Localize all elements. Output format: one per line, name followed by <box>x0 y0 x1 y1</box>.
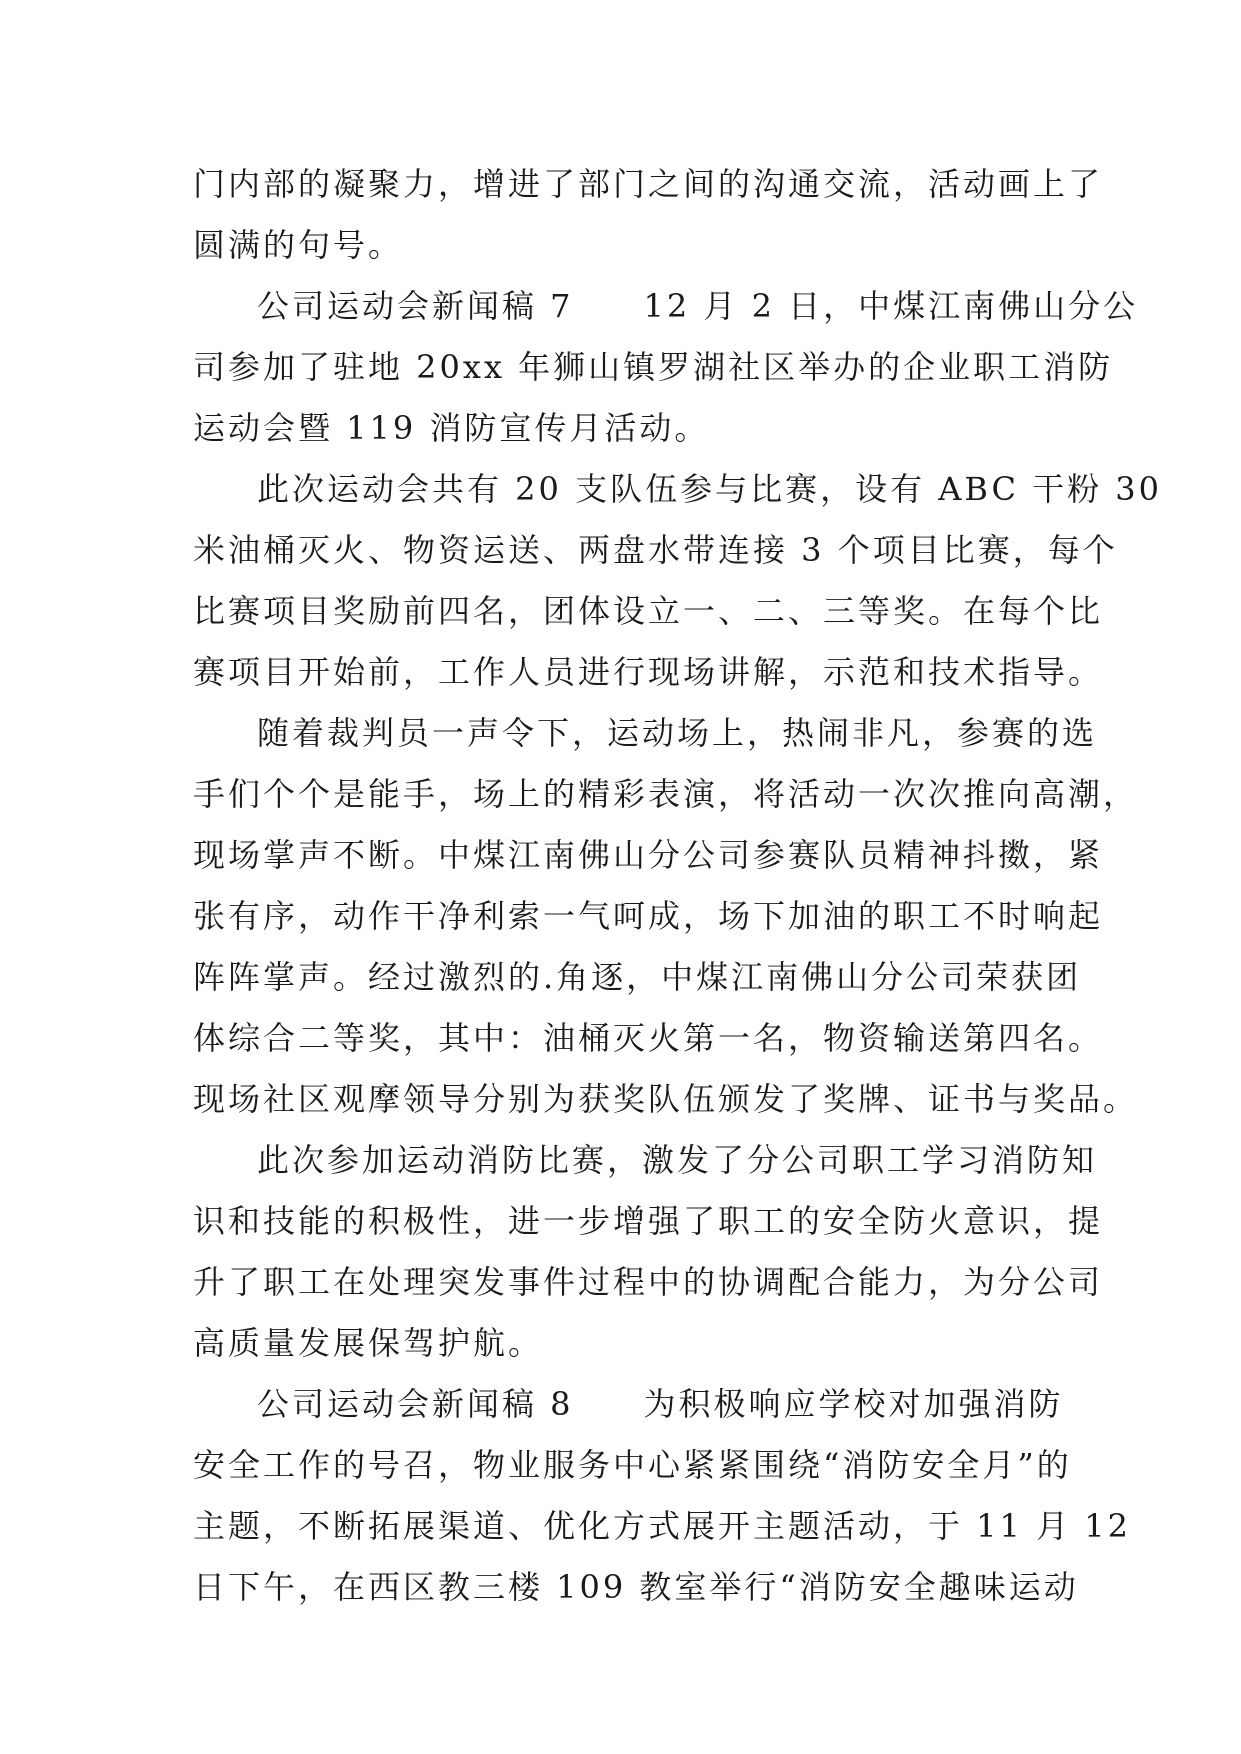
text-line: 司参加了驻地 20xx 年狮山镇罗湖社区举办的企业职工消防 <box>193 348 1114 386</box>
text-line: 公司运动会新闻稿 8 为积极响应学校对加强消防 <box>257 1385 1064 1423</box>
text-line: 张有序，动作干净利索一气呵成，场下加油的职工不时响起 <box>193 897 1104 935</box>
text-line: 安全工作的号召，物业服务中心紧紧围绕“消防安全月”的 <box>193 1446 1072 1484</box>
text-line: 圆满的句号。 <box>193 226 404 264</box>
text-line: 公司运动会新闻稿 7 12 月 2 日，中煤江南佛山分公 <box>257 287 1139 325</box>
text-line: 现场社区观摩领导分别为获奖队伍颁发了奖牌、证书与奖品。 <box>193 1080 1139 1118</box>
text-line: 此次运动会共有 20 支队伍参与比赛，设有 ABC 干粉 30 <box>257 470 1163 508</box>
text-line: 现场掌声不断。中煤江南佛山分公司参赛队员精神抖擞，紧 <box>193 836 1104 874</box>
text-line: 手们个个是能手，场上的精彩表演，将活动一次次推向高潮， <box>193 775 1139 813</box>
text-line: 主题，不断拓展渠道、优化方式展开主题活动，于 11 月 12 <box>193 1507 1131 1545</box>
document-body <box>193 154 1163 1618</box>
text-line: 米油桶灭火、物资运送、两盘水带连接 3 个项目比赛，每个 <box>193 531 1118 569</box>
text-line: 随着裁判员一声令下，运动场上，热闹非凡，参赛的选 <box>257 714 1098 752</box>
text-line: 高质量发展保驾护航。 <box>193 1324 544 1362</box>
text-line: 运动会暨 119 消防宣传月活动。 <box>193 409 710 447</box>
text-line: 日下午，在西区教三楼 109 教室举行“消防安全趣味运动 <box>193 1568 1079 1606</box>
text-line: 门内部的凝聚力，增进了部门之间的沟通交流，活动画上了 <box>193 165 1104 203</box>
text-line: 升了职工在处理突发事件过程中的协调配合能力，为分公司 <box>193 1263 1104 1301</box>
text-line: 赛项目开始前，工作人员进行现场讲解，示范和技术指导。 <box>193 653 1104 691</box>
text-line: 比赛项目奖励前四名，团体设立一、二、三等奖。在每个比 <box>193 592 1104 630</box>
text-line: 识和技能的积极性，进一步增强了职工的安全防火意识，提 <box>193 1202 1104 1240</box>
text-line: 阵阵掌声。经过激烈的.角逐，中煤江南佛山分公司荣获团 <box>193 958 1082 996</box>
text-line: 体综合二等奖，其中：油桶灭火第一名，物资输送第四名。 <box>193 1019 1104 1057</box>
text-line: 此次参加运动消防比赛，激发了分公司职工学习消防知 <box>257 1141 1098 1179</box>
